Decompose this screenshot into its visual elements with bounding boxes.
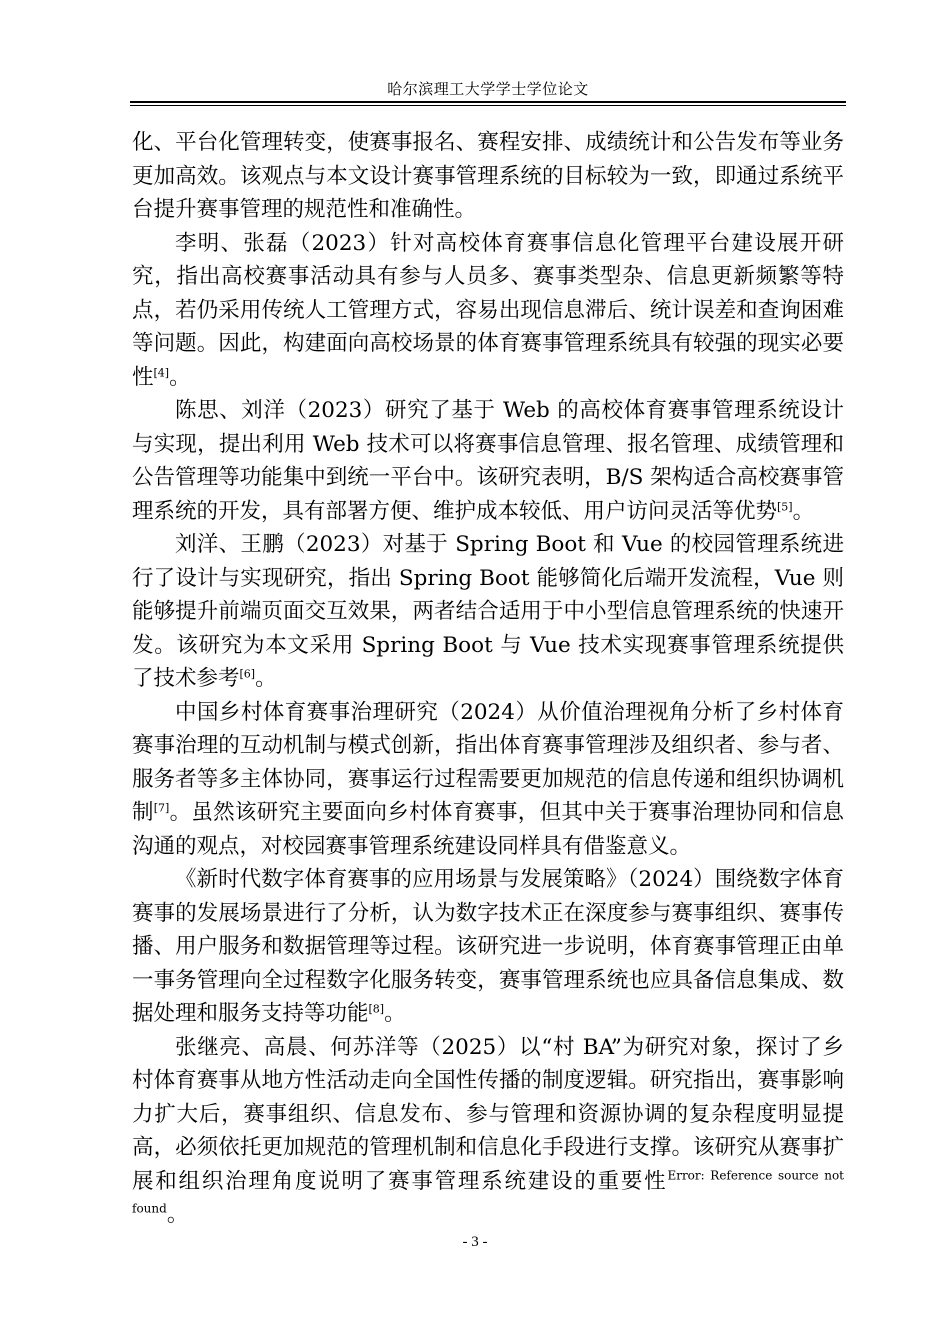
paragraph [132, 696, 844, 864]
running-header: 哈尔滨理工大学学士学位论文 [387, 80, 589, 98]
paragraph-tail: 。 [384, 1001, 406, 1026]
citation-ref: [5] [777, 499, 793, 513]
paragraph [132, 394, 844, 528]
paragraph-text: 中国乡村体育赛事治理研究（2024）从价值治理视角分析了乡村体育赛事治理的互动机制与模式创新，指出体育赛事管理涉及组织者、参与者、服务者等多主体协同，赛事运行过程需要更加规范的信息传递和组织协调机制 [132, 699, 844, 825]
paragraph-tail: 。虽然该研究主要面向乡村体育赛事，但其中关于赛事治理协同和信息沟通的观点，对校园赛事管理系统建设同样具有借鉴意义。 [132, 800, 844, 859]
paragraph [132, 528, 844, 696]
paragraph-tail: 。 [169, 364, 191, 390]
paragraph [132, 227, 844, 395]
paragraph-text: 《新时代数字体育赛事的应用场景与发展策略》（2024）围绕数字体育赛事的发展场景进行了分析，认为数字技术正在深度参与赛事组织、赛事传播、用户服务和数据管理等过程。该研究进一步说明，体育赛事管理正由单一事务管理向全过程数字化服务转变，赛事管理系统也应具备信息集成、数据处理和服务支持等功能 [132, 867, 844, 1026]
page-number: - 3 - [462, 1234, 488, 1250]
paragraph [132, 1031, 844, 1232]
paragraph [132, 863, 844, 1031]
paragraph-text: 化、平台化管理转变，使赛事报名、赛程安排、成绩统计和公告发布等业务更加高效。该观点与本文设计赛事管理系统的目标较为一致，即通过系统平台提升赛事管理的规范性和准确性。 [132, 130, 844, 222]
citation-ref: [8] [368, 1002, 385, 1016]
paragraph-text: 刘洋、王鹏（2023）对基于 Spring Boot 和 Vue 的校园管理系统进行了设计与实现研究，指出 Spring Boot 能够简化后端开发流程，Vue 则能够提升前端页面交互效果，两者结合适用于中小型信息管理系统的快速开发。该研究为本文采用 Spring Boot 与 Vue 技术实现赛事管理系统提供了技术参考 [132, 532, 844, 691]
header-rule-thin [130, 105, 846, 106]
header-rule-thick [130, 101, 846, 103]
paragraph [132, 126, 844, 227]
citation-ref: [4] [153, 365, 170, 379]
citation-error: Error: Reference source not found [132, 1168, 844, 1216]
paragraph-text: 张继亮、高晨、何苏洋等（2025）以“村 BA”为研究对象，探讨了乡村体育赛事从地方性活动走向全国性传播的制度逻辑。研究指出，赛事影响力扩大后，赛事组织、信息发布、参与管理和资源协调的复杂程度明显提高，必须依托更加规范的管理机制和信息化手段进行支撑。该研究从赛事扩展和组织治理角度说明了赛事管理系统建设的重要性 [132, 1034, 844, 1194]
citation-ref: [6] [239, 667, 256, 681]
body-text [132, 126, 844, 1232]
paragraph-tail: 。 [255, 666, 277, 691]
citation-ref: [7] [153, 801, 170, 815]
paragraph-text: 陈思、刘洋（2023）研究了基于 Web 的高校体育赛事管理系统设计与实现，提出利用 Web 技术可以将赛事信息管理、报名管理、成绩管理和公告管理等功能集中到统一平台中。该研究表明，B/S 架构适合高校赛事管理系统的开发，具有部署方便、维护成本较低、用户访问灵活等优势 [132, 398, 844, 524]
paragraph-tail: 。 [166, 1202, 189, 1227]
paragraph-tail: 。 [792, 498, 815, 524]
paragraph-text: 李明、张磊（2023）针对高校体育赛事信息化管理平台建设展开研究，指出高校赛事活动具有参与人员多、赛事类型杂、信息更新频繁等特点，若仍采用传统人工管理方式，容易出现信息滞后、统计误差和查询困难等问题。因此，构建面向高校场景的体育赛事管理系统具有较强的现实必要性 [132, 230, 844, 390]
